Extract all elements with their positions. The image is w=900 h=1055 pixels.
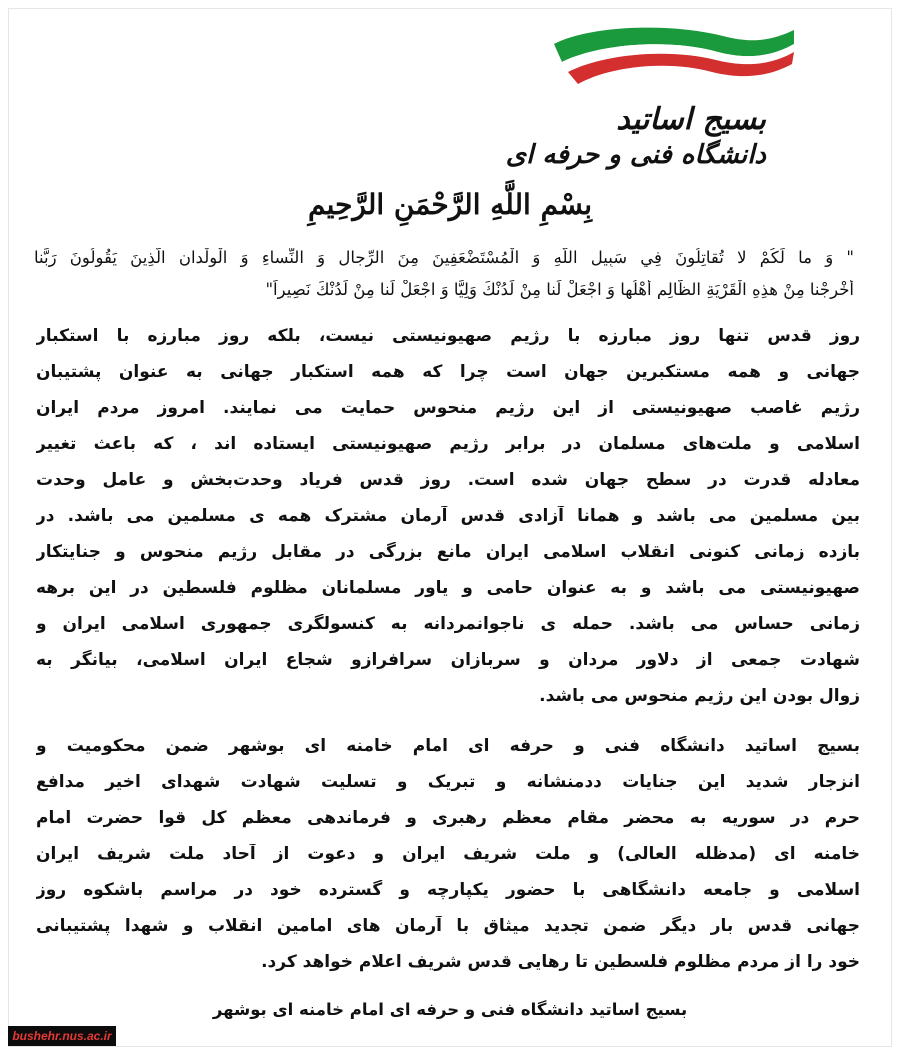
paragraph-line: زمانی حساس می باشد. حمله ی ناجوانمردانه به کنسولگری جمهوری اسلامی ایران و [36, 614, 860, 634]
paragraph-line: شهادت جمعی از دلاور مردان و سربازان سرافرازو شجاع ایران اسلامی، بیانگر به [36, 650, 860, 670]
paragraph-line: جهانی و همه مستکبرین جهان است چرا که همه استکبار جهانی به عنوان پشتیبان [36, 362, 860, 382]
paragraph-line: بین مسلمین می باشد و همانا آزادی قدس آرمان مشترک همه ی مسلمین می باشد. در [36, 506, 860, 526]
paragraph-line: اسلامی و ملت‌های مسلمان در برابر رژیم صهیونیستی ایستاده اند ، که باعث تغییر [36, 434, 860, 454]
paragraph-line: جهانی قدس بار دیگر ضمن تجدید میثاق با آرمان های امامین انقلاب و شهدا پشتیبانی [36, 916, 860, 936]
site-watermark: bushehr.nus.ac.ir [8, 1026, 116, 1046]
paragraph-line: رژیم غاصب صهیونیستی از این رژیم منحوس حمایت می نمایند. امروز مردم ایران [36, 398, 860, 418]
paragraph-line: صهیونیستی می باشد و به عنوان حامی و یاور مسلمانان مظلوم فلسطین در این برهه [36, 578, 860, 598]
paragraph-line: زوال بودن این رژیم منحوس می باشد. [539, 686, 860, 706]
paragraph-line: بازده زمانی کنونی انقلاب اسلامی ایران مانع بزرگی در مقابل رژیم منحوس و جنایتکار [36, 542, 860, 562]
signature-line: بسیج اساتید دانشگاه فنی و حرفه ای امام خامنه ای بوشهر [212, 1000, 688, 1019]
logo-subtitle: دانشگاه فنی و حرفه ای [505, 140, 766, 170]
basij-logo [505, 22, 798, 172]
logo-title: بسیج اساتید [616, 102, 766, 137]
basmala-heading: بِسْمِ اللَّهِ الرَّحْمَنِ الرَّحِيمِ [308, 188, 592, 221]
paragraph-line: روز قدس تنها روز مبارزه با رژیم صهیونیستی نیست، بلکه روز مبارزه با استکبار [36, 326, 860, 346]
flag-swoosh-icon [548, 22, 798, 92]
paragraph-line: خامنه ای (مدظله العالی) و ملت شریف ایران و دعوت از آحاد ملت شریف ایران [36, 844, 860, 864]
paragraph-line: معادله قدرت در سطح جهان شده است. روز قدس فریاد وحدت‌بخش و عامل وحدت [36, 470, 860, 490]
paragraph-line: خود را از مردم مظلوم فلسطین تا رهایی قدس شریف اعلام خواهد کرد. [261, 952, 860, 972]
paragraph-line: انزجار شدید این جنایات ددمنشانه و تبریک و تسلیت شهادت شهدای اخیر مدافع [36, 772, 860, 792]
quran-verse-line: أَخْرِجْنا مِنْ هذِهِ الْقَرْيَةِ الظّالِمِ أَهْلُها وَ اجْعَلْ لَنا مِنْ لَدُنْكَ وَلِيًّا وَ اجْعَلْ لَنا مِنْ لَدُنْكَ نَصِيراً" [265, 280, 854, 299]
paragraph-line: اسلامی و جامعه دانشگاهی با حضور یکپارچه و گسترده خود در مراسم باشکوه روز [36, 880, 860, 900]
paragraph-line: حرم در سوریه به محضر مقام معظم رهبری و فرماندهی معظم کل قوا حضرت امام [36, 808, 860, 828]
paragraph-line: بسیج اساتید دانشگاه فنی و حرفه ای امام خامنه ای بوشهر ضمن محکومیت و [36, 736, 860, 756]
quran-verse-line: " وَ ما لَكُمْ لا تُقاتِلُونَ فِي سَبِيلِ اللَّهِ وَ الْمُسْتَضْعَفِينَ مِنَ الرِّجالِ وَ النِّساءِ وَ الْوِلْدانِ الَّذِينَ يَقُولُونَ رَبَّنا [34, 248, 854, 267]
